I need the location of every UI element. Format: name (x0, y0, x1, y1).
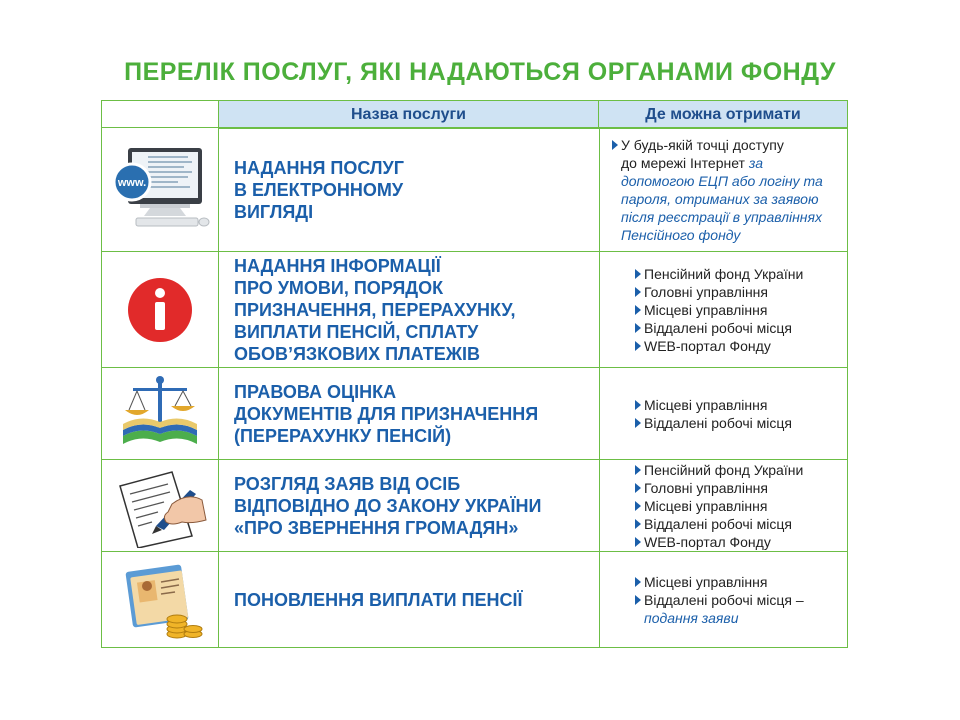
service-line: НАДАННЯ ІНФОРМАЦІЇ (234, 255, 441, 276)
location-note: після реєстрації в управліннях (621, 209, 822, 225)
service-line: ПРАВОВА ОЦІНКА (234, 381, 397, 402)
service-line: (ПЕРЕРАХУНКУ ПЕНСІЙ) (234, 425, 452, 446)
services-table (101, 100, 848, 648)
where-available (611, 136, 841, 244)
service-name (234, 552, 584, 647)
service-line: НАДАННЯ ПОСЛУГ (234, 157, 404, 178)
scales-book-icon (102, 368, 218, 459)
location-item: Пенсійний фонд України (634, 461, 864, 479)
where-available (634, 460, 864, 551)
location-item: WEB-портал Фонду (634, 533, 864, 551)
location-text-cont (611, 154, 841, 172)
service-line: ОБОВ’ЯЗКОВИХ ПЛАТЕЖІВ (234, 343, 481, 364)
service-name (234, 460, 584, 551)
location-note: за (748, 155, 763, 171)
location-item: Місцеві управління (634, 573, 864, 591)
service-line: РОЗГЛЯД ЗАЯВ ВІД ОСІБ (234, 473, 461, 494)
location-item: Пенсійний фонд України (634, 265, 864, 283)
table-row (102, 459, 847, 551)
table-row (102, 551, 847, 647)
page-title: ПЕРЕЛІК ПОСЛУГ, ЯКІ НАДАЮТЬСЯ ОРГАНАМИ ФОНДУ (124, 58, 836, 86)
hand-pen-icon (102, 460, 218, 551)
header-where-available: Де можна отримати (645, 106, 801, 123)
service-line: ДОКУМЕНТІВ ДЛЯ ПРИЗНАЧЕННЯ (234, 403, 539, 424)
location-item: Віддалені робочі місця (634, 319, 864, 337)
location-item: Головні управління (634, 479, 864, 497)
location-item: Місцеві управління (634, 497, 864, 515)
where-available (634, 252, 864, 367)
computer-www-icon (102, 128, 218, 251)
table-row (102, 367, 847, 459)
service-line: ПОНОВЛЕННЯ ВИПЛАТИ ПЕНСІЇ (234, 589, 523, 610)
id-card-coins-icon (102, 552, 218, 647)
service-line: ВИГЛЯДІ (234, 201, 314, 222)
info-icon (102, 252, 218, 367)
table-row (102, 127, 847, 251)
service-name (234, 128, 584, 251)
location-item: Місцеві управління (634, 396, 864, 414)
location-item: Віддалені робочі місця (634, 515, 864, 533)
location-item: Місцеві управління (634, 301, 864, 319)
location-text: У будь-якій точці доступу (621, 137, 784, 153)
table-header (219, 101, 847, 129)
location-item (611, 136, 841, 154)
where-available (634, 552, 864, 647)
location-note: Пенсійного фонду (621, 227, 741, 243)
service-line: ВІДПОВІДНО ДО ЗАКОНУ УКРАЇНИ (234, 495, 542, 516)
service-line: ПРИЗНАЧЕННЯ, ПЕРЕРАХУНКУ, (234, 299, 516, 320)
service-line: В ЕЛЕКТРОННОМУ (234, 179, 404, 200)
where-available (634, 368, 864, 459)
location-item: WEB-портал Фонду (634, 337, 864, 355)
location-item: Віддалені робочі місця – (634, 591, 864, 609)
location-item: Віддалені робочі місця (634, 414, 864, 432)
table-row (102, 251, 847, 367)
service-line: ПРО УМОВИ, ПОРЯДОК (234, 277, 444, 298)
location-note: пароля, отриманих за заявою (621, 191, 819, 207)
service-line: ВИПЛАТИ ПЕНСІЙ, СПЛАТУ (234, 321, 479, 342)
location-note: допомогою ЕЦП або логіну та (621, 173, 823, 189)
service-line: «ПРО ЗВЕРНЕННЯ ГРОМАДЯН» (234, 517, 519, 538)
location-item: Головні управління (634, 283, 864, 301)
location-text: до мережі Інтернет (621, 155, 745, 171)
svg-text:www.: www. (117, 176, 147, 189)
location-note: подання заяви (644, 609, 739, 626)
header-service-name: Назва послуги (219, 101, 599, 128)
service-name (234, 252, 584, 367)
service-name (234, 368, 584, 459)
